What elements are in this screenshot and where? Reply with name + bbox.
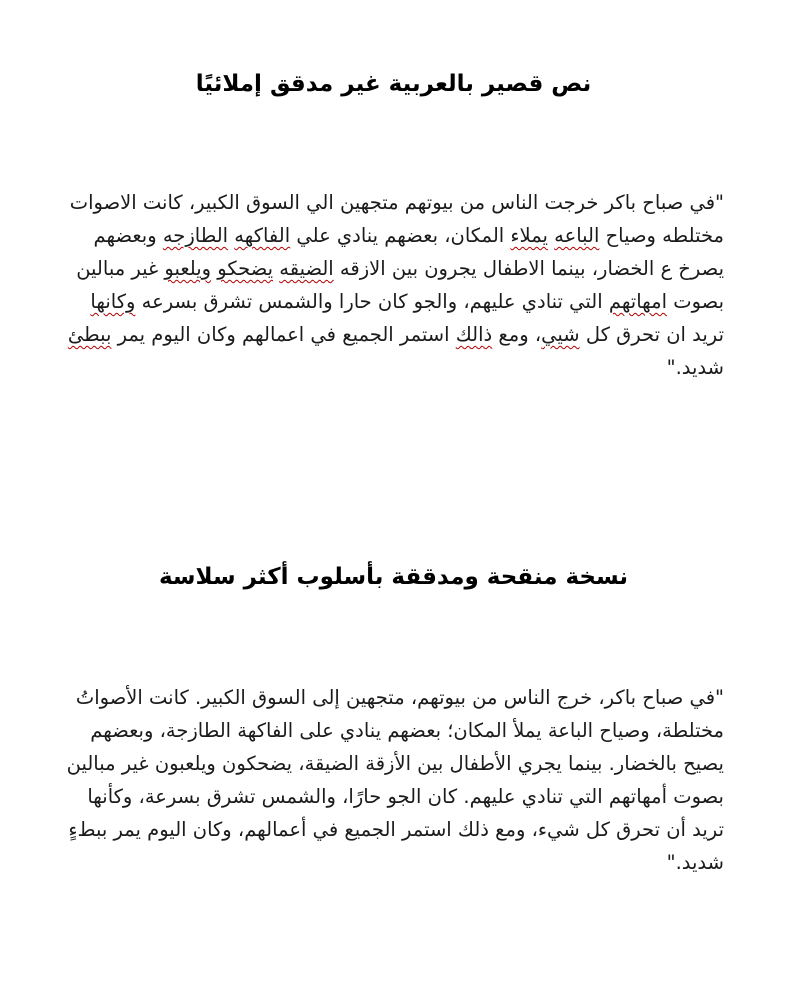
misspelled-word: ويلعبو xyxy=(164,257,212,280)
misspelled-word: الطازجه xyxy=(162,224,229,247)
heading-corrected-text: نسخة منقحة ومدققة بأسلوب أكثر سلاسة xyxy=(158,564,629,590)
text-segment: غير مبالين بصوت xyxy=(76,257,724,313)
corrected-paragraph: "في صباح باكر، خرج الناس من بيوتهم، متجهين إلى السوق الكبير. كانت الأصواتُ مختلطة، وصياح الباعة يملأ المكان؛ بعضهم ينادي على الفاكهة الطازجة، وبعضهم يصيح بالخضار. بينما يجري الأطفال بين الأزقة الضيقة، يضحكون ويلعبون غير مبالين بصوت أمهاتهم التي تنادي عليهم. كان الجو حارًا، والشمس تشرق بسرعة، وكأنها تريد أن تحرق كل شيء، ومع ذلك استمر الجميع في أعمالهم، وكان اليوم يمر ببطءٍ شديد." xyxy=(66,686,724,874)
text-segment: ، ومع xyxy=(492,323,542,346)
text-segment: وبعضهم يصرخ ع الخضار، بينما الاطفال يجرون بين الازقه xyxy=(93,224,724,280)
misspelled-word: الفاكهه xyxy=(234,224,291,247)
misspelled-word: يملاء xyxy=(510,224,548,247)
misspelled-word: يضحكو xyxy=(217,257,274,280)
uncorrected-paragraph xyxy=(62,186,724,384)
text-segment: "في صباح باكر خرجت الناس من بيوتهم متجهين الي السوق الكبير، كانت الاصوات مختلطه وصياح xyxy=(69,191,724,247)
text-segment: شديد." xyxy=(666,356,724,379)
text-segment: التي تنادي عليهم، والجو كان حارا والشمس تشرق بسرعه xyxy=(135,290,609,313)
text-segment: تريد ان تحرق كل xyxy=(579,323,724,346)
misspelled-word: ببطئ xyxy=(67,323,112,346)
misspelled-word: شيي xyxy=(541,323,580,346)
misspelled-word: ذالك xyxy=(455,323,493,346)
heading-uncorrected-text: نص قصير بالعربية غير مدقق إملائيًا xyxy=(195,71,592,97)
misspelled-word: الضيقه xyxy=(279,257,334,280)
text-segment: استمر الجميع في اعمالهم وكان اليوم يمر xyxy=(111,323,456,346)
misspelled-word: الباعه xyxy=(554,224,600,247)
misspelled-word: امهاتهم xyxy=(608,290,668,313)
misspelled-word: وكانها xyxy=(90,290,136,313)
text-segment: المكان، بعضهم ينادي علي xyxy=(290,224,511,247)
